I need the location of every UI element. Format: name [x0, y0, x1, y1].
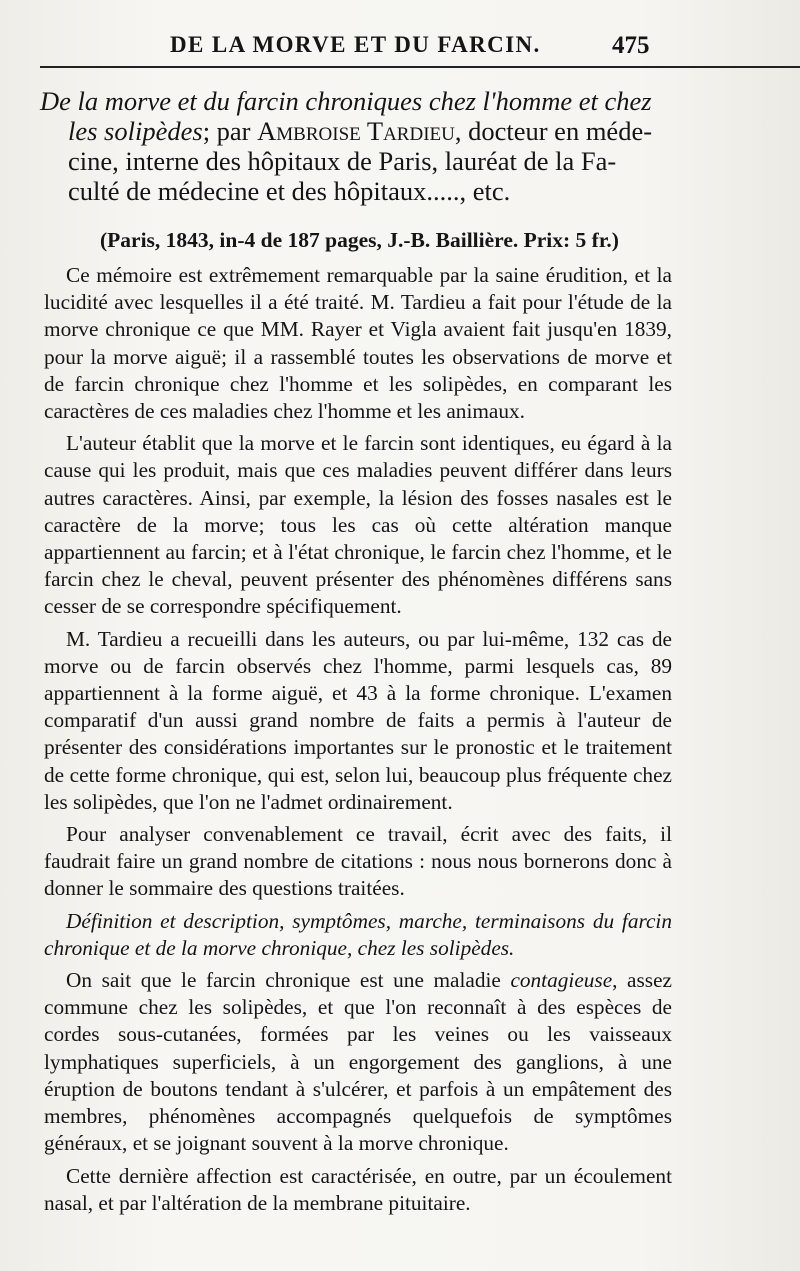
- page-header: [0, 30, 800, 64]
- work-title-part-2: les solipèdes: [68, 116, 203, 146]
- paragraph-4: [44, 821, 672, 903]
- bibliographic-entry: [40, 86, 780, 206]
- paragraph-6-emphasis: contagieuse: [510, 968, 613, 993]
- paragraph-1: [44, 262, 672, 425]
- publication-info: (Paris, 1843, in-4 de 187 pages, J.-B. Baillière. Prix: 5 fr.): [100, 228, 619, 252]
- paragraph-2: [44, 430, 672, 620]
- page-number: 475: [612, 32, 650, 59]
- paragraph-3: [44, 626, 672, 816]
- author-name: Ambroise Tardieu: [257, 116, 455, 146]
- biblio-line-1: [40, 86, 780, 116]
- paragraph-2-text: L'auteur établit que la morve et le farcin sont identiques, eu égard à la cause qui les produit, mais que ces maladies peuvent différer dans leurs autres caractères. Ainsi, par exemple, la lésion des fosses nasales est le caractère de la morve; tous les cas où cette altération manque appartiennent au farcin; et à l'état chronique, le farcin chez l'homme, et le farcin chez le cheval, peuvent présenter des phénomènes différens sans cesser de se correspondre spécifiquement.: [44, 431, 672, 619]
- paragraph-1-text: Ce mémoire est extrêmement remarquable par la saine érudition, et la lucidité avec lesquelles il a été traité. M. Tardieu a fait pour l'étude de la morve chronique ce que MM. Rayer et Vigla avaient fait jusqu'en 1839, pour la morve aiguë; il a rassemblé toutes les observations de morve et de farcin chronique chez l'homme et les solipèdes, en comparant les caractères de ces maladies chez l'homme et les animaux.: [44, 263, 672, 424]
- by-text: ; par: [202, 116, 258, 146]
- header-rule: [40, 66, 800, 68]
- paragraph-6-text-a: On sait que le farcin chronique est une maladie: [66, 968, 511, 993]
- biblio-line-2: [40, 116, 780, 146]
- paragraph-6: [44, 967, 672, 1157]
- paragraph-7: [44, 1163, 672, 1217]
- running-head: DE LA MORVE ET DU FARCIN.: [170, 32, 541, 57]
- review-body: [44, 262, 672, 1222]
- paragraph-3-text: M. Tardieu a recueilli dans les auteurs, ou par lui-même, 132 cas de morve ou de farcin observés chez l'homme, parmi lesquels cas, 89 appartiennent à la forme aiguë, et 43 à la forme chronique. L'examen comparatif d'un aussi grand nombre de faits a permis à l'auteur de présenter des considérations importantes sur le pronostic et le traitement de cette forme chronique, qui est, selon lui, beaucoup plus fréquente chez les solipèdes, que l'on ne l'admet ordinairement.: [44, 626, 672, 814]
- section-heading: [44, 908, 672, 962]
- paragraph-7-text: Cette dernière affection est caractérisée, en outre, par un écoulement nasal, et par l'altération de la membrane pituitaire.: [44, 1163, 672, 1215]
- biblio-line-4: culté de médecine et des hôpitaux....., etc.: [68, 176, 511, 206]
- section-heading-text: Définition et description, symptômes, marche, terminaisons du farcin chronique et de la morve chronique, chez les solipèdes.: [44, 908, 672, 960]
- paragraph-4-text: Pour analyser convenablement ce travail, écrit avec des faits, il faudrait faire un grand nombre de citations : nous nous bornerons donc à donner le sommaire des questions traitées.: [44, 822, 672, 901]
- biblio-line-3: cine, interne des hôpitaux de Paris, lauréat de la Fa-: [68, 146, 617, 176]
- author-credentials: , docteur en méde-: [454, 116, 653, 146]
- paragraph-6-text-b: , assez commune chez les solipèdes, et que l'on reconnaît à des espèces de cordes sous-cutanées, formées par les veines ou les vaisseaux lymphatiques superficiels, à un engorgement des ganglions, à une éruption de boutons tendant à s'ulcérer, et parfois à un empâtement des membres, phénomènes accompagnés quelquefois de symptômes généraux, et se joignant souvent à la morve chronique.: [44, 968, 672, 1156]
- work-title-part-1: De la morve et du farcin chroniques chez l'homme et chez: [40, 86, 652, 116]
